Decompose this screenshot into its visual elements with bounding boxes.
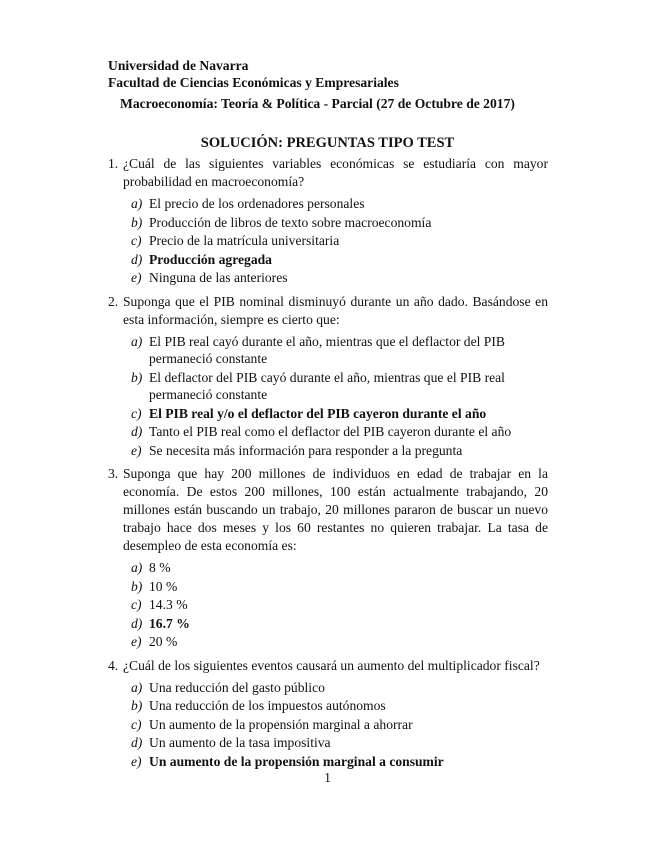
question-list: [108, 155, 548, 776]
option-text: El PIB real y/o el deflactor del PIB cayeron durante el año: [149, 405, 487, 421]
option-letter: e): [131, 442, 142, 458]
correct-answer-option: [131, 251, 548, 269]
question: [108, 293, 548, 460]
option-text: 20 %: [149, 634, 178, 649]
option-list: [131, 559, 548, 651]
option-text: Una reducción de los impuestos autónomos: [149, 698, 386, 713]
option-text: El precio de los ordenadores personales: [149, 196, 365, 211]
answer-option: [131, 442, 548, 460]
option-list: [131, 195, 548, 287]
course-title: Macroeconomía: Teoría & Política - Parcial (27 de Octubre de 2017): [120, 96, 515, 111]
answer-option: [131, 596, 548, 614]
option-text: Tanto el PIB real como el deflactor del PIB cayeron durante el año: [149, 424, 512, 439]
option-text: Un aumento de la propensión marginal a ahorrar: [149, 716, 413, 732]
option-letter: c): [131, 405, 142, 421]
correct-answer-option: [131, 615, 548, 633]
question-number: 1.: [108, 156, 119, 171]
question: [108, 155, 548, 287]
option-letter: b): [131, 578, 143, 594]
option-letter: e): [131, 270, 142, 285]
option-text: Producción de libros de texto sobre macroeconomía: [149, 214, 432, 230]
option-letter: e): [131, 753, 142, 769]
option-text: Un aumento de la tasa impositiva: [149, 735, 331, 750]
option-text: El deflactor del PIB cayó durante el año, mientras que el PIB real permaneció constante: [149, 369, 505, 402]
option-letter: e): [131, 634, 142, 649]
correct-answer-option: [131, 405, 548, 423]
answer-option: [131, 333, 548, 368]
option-text: Producción agregada: [149, 251, 272, 267]
option-letter: b): [131, 698, 143, 713]
answer-option: [131, 423, 548, 441]
answer-option: [131, 716, 548, 734]
question-text: Suponga que el PIB nominal disminuyó durante un año dado. Basándose en esta información, siempre es cierto que:: [123, 293, 548, 327]
faculty-name: Facultad de Ciencias Económicas y Empresariales: [108, 75, 399, 90]
option-text: Precio de la matrícula universitaria: [149, 233, 340, 248]
option-text: 14.3 %: [149, 597, 188, 612]
option-letter: c): [131, 233, 142, 248]
question: [108, 465, 548, 651]
option-text: 8 %: [149, 560, 171, 575]
answer-option: [131, 232, 548, 250]
answer-option: [131, 734, 548, 752]
option-letter: c): [131, 716, 142, 732]
correct-answer-option: [131, 753, 548, 771]
option-letter: a): [131, 196, 143, 211]
option-text: 10 %: [149, 578, 178, 594]
answer-option: [131, 269, 548, 287]
option-letter: d): [131, 615, 143, 631]
question-text: Suponga que hay 200 millones de individuos en edad de trabajar en la economía. De estos 200 millones, 100 están actualmente trabajando, 20 millones están buscando un trabajo, 20 millones pararon de buscar un nuevo trabajo hace dos meses y los 60 restantes no quieren trabajar. La tasa de desempleo de esta economía es:: [123, 466, 548, 553]
question-number: 3.: [108, 466, 119, 481]
option-list: [131, 679, 548, 771]
option-letter: a): [131, 333, 143, 349]
option-letter: a): [131, 679, 143, 695]
answer-option: [131, 679, 548, 697]
option-letter: c): [131, 597, 142, 612]
question-number: 4.: [108, 657, 119, 673]
answer-option: [131, 559, 548, 577]
option-letter: b): [131, 369, 143, 385]
option-list: [131, 333, 548, 460]
page-number: 1: [324, 770, 331, 785]
option-letter: a): [131, 560, 143, 575]
option-letter: d): [131, 251, 143, 267]
answer-option: [131, 578, 548, 596]
question-text: ¿Cuál de las siguientes variables económicas se estudiaría con mayor probabilidad en macroeconomía?: [123, 156, 548, 189]
answer-option: [131, 214, 548, 232]
answer-option: [131, 195, 548, 213]
university-name: Universidad de Navarra: [108, 58, 249, 73]
option-text: Una reducción del gasto público: [149, 679, 325, 695]
option-text: El PIB real cayó durante el año, mientras que el deflactor del PIB permaneció constante: [149, 333, 505, 366]
option-text: Ninguna de las anteriores: [149, 270, 288, 285]
option-text: 16.7 %: [149, 615, 190, 631]
option-text: Se necesita más información para responder a la pregunta: [149, 442, 463, 458]
option-letter: b): [131, 214, 143, 230]
answer-option: [131, 633, 548, 651]
option-letter: d): [131, 424, 143, 439]
question-text: ¿Cuál de los siguientes eventos causará un aumento del multiplicador fiscal?: [123, 657, 540, 673]
section-title: SOLUCIÓN: PREGUNTAS TIPO TEST: [200, 135, 455, 151]
option-letter: d): [131, 735, 143, 750]
question: [108, 657, 548, 771]
question-number: 2.: [108, 293, 119, 309]
answer-option: [131, 369, 548, 404]
option-text: Un aumento de la propensión marginal a consumir: [149, 753, 444, 769]
answer-option: [131, 697, 548, 715]
